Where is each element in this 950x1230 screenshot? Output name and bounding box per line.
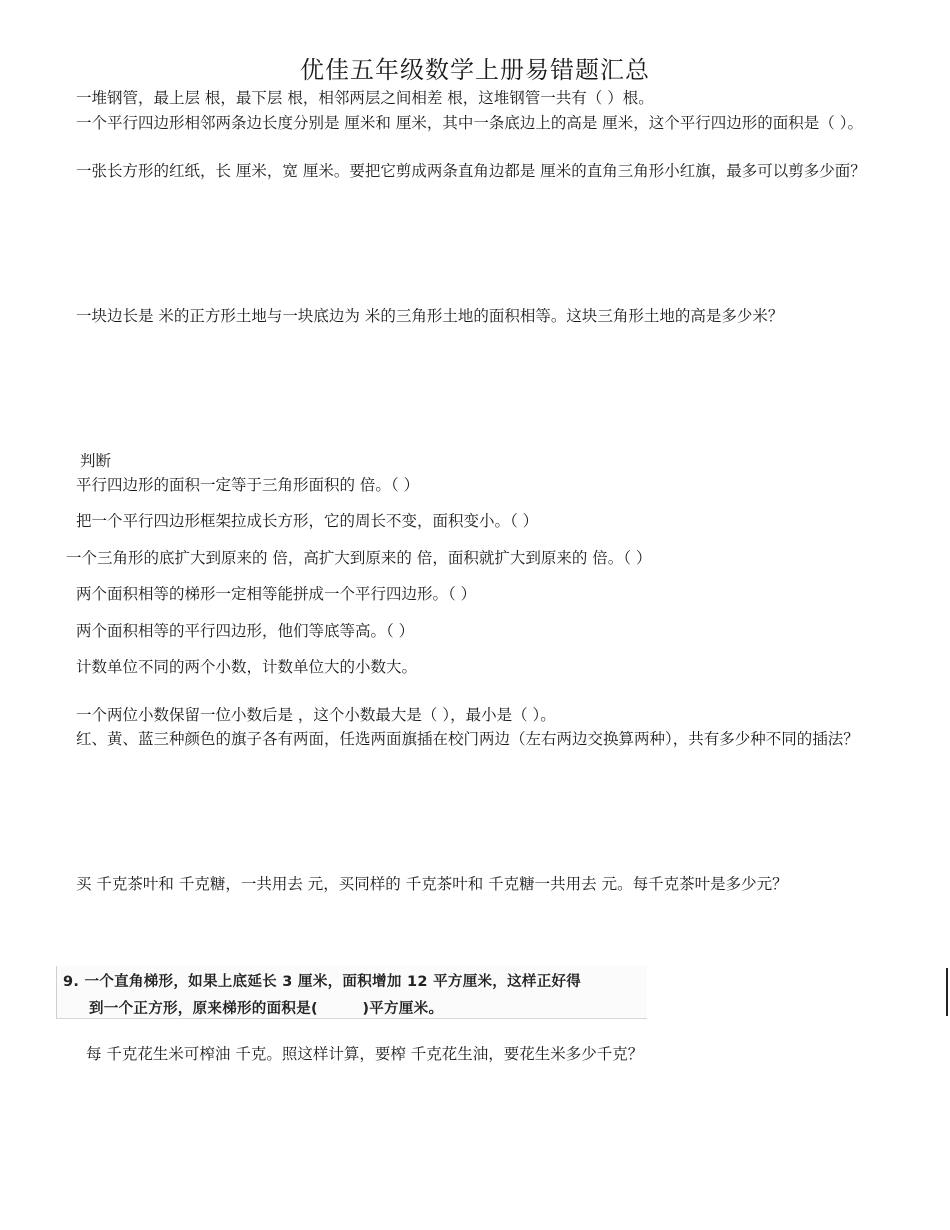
question-parallelogram-area: 一个平行四边形相邻两条边长度分别是 厘米和 厘米，其中一条底边上的高是 厘米，这个平行四边形的面积是（ ）。 [76,114,863,132]
question-peanut-oil: 每 千克花生米可榨油 千克。照这样计算，要榨 千克花生油，要花生米多少千克？ [86,1045,644,1063]
question-flags-arrangement: 红、黄、蓝三种颜色的旗子各有两面，任选两面旗插在校门两边（左右两边交换算两种），共有多少种不同的插法？ [76,730,859,748]
question-tea-sugar: 买 千克茶叶和 千克糖，一共用去 元，买同样的 千克茶叶和 千克糖一共用去 元。每千克茶叶是多少元？ [76,875,788,893]
judge-item: 把一个平行四边形框架拉成长方形，它的周长不变，面积变小。（ ） [76,512,539,530]
judge-item: 一个三角形的底扩大到原来的 倍，高扩大到原来的 倍，面积就扩大到原来的 倍。（ ） [66,549,652,567]
judge-item: 计数单位不同的两个小数，计数单位大的小数大。 [76,658,418,676]
judge-item: 两个面积相等的平行四边形，他们等底等高。（ ） [76,622,415,640]
scanned-question-image [56,966,647,1019]
question-red-flags: 一张长方形的红纸，长 厘米，宽 厘米。要把它剪成两条直角边都是 厘米的直角三角形小红旗，最多可以剪多少面？ [76,162,866,180]
question-triangle-height: 一块边长是 米的正方形土地与一块底边为 米的三角形土地的面积相等。这块三角形土地的高是多少米？ [76,307,784,325]
scanned-question-line: 到一个正方形，原来梯形的面积是( )平方厘米。 [89,1001,444,1017]
scanned-question-line: 9. 一个直角梯形，如果上底延长 3 厘米，面积增加 12 平方厘米，这样正好得 [63,974,582,990]
page-title: 优佳五年级数学上册易错题汇总 [300,56,650,84]
judge-item: 两个面积相等的梯形一定相等能拼成一个平行四边形。（ ） [76,585,477,603]
question-steel-pipes: 一堆钢管，最上层 根，最下层 根，相邻两层之间相差 根，这堆钢管一共有（ ）根。 [76,89,654,107]
judge-heading: 判断 [80,452,112,470]
question-decimal-rounding: 一个两位小数保留一位小数后是 ，这个小数最大是（ ），最小是（ ）。 [76,706,556,724]
margin-mark [946,968,948,1016]
judge-item: 平行四边形的面积一定等于三角形面积的 倍。（ ） [76,476,420,494]
